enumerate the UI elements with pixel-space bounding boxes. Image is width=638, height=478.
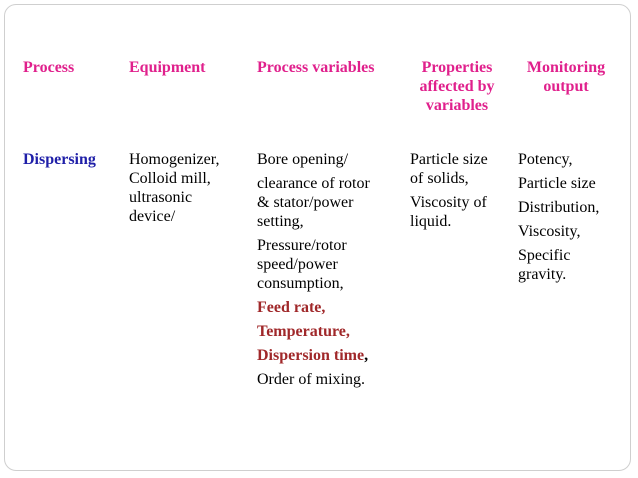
monitoring-viscosity: Viscosity, bbox=[518, 223, 581, 240]
header-properties-line: variables bbox=[425, 97, 489, 114]
header-process-text: Process bbox=[23, 59, 75, 76]
header-monitoring-line: output bbox=[543, 78, 589, 95]
variable-pressure: speed/power bbox=[257, 256, 338, 273]
monitoring-potency: Potency, bbox=[518, 151, 573, 168]
variables-cell bbox=[257, 150, 370, 389]
variable-dispersion-time bbox=[257, 346, 370, 365]
header-process bbox=[23, 58, 74, 77]
variable-pressure: Pressure/rotor bbox=[257, 237, 347, 254]
process-cell bbox=[23, 150, 96, 169]
header-properties-line: affected by bbox=[419, 78, 495, 95]
properties-cell bbox=[410, 150, 488, 231]
variable-bore-opening: Bore opening/ bbox=[257, 151, 349, 168]
header-properties bbox=[408, 58, 506, 115]
header-equipment-text: Equipment bbox=[129, 59, 206, 76]
header-equipment bbox=[129, 58, 205, 77]
property-viscosity: liquid. bbox=[410, 213, 452, 230]
monitoring-cell bbox=[518, 150, 599, 284]
equipment-line: ultrasonic bbox=[129, 189, 193, 206]
header-monitoring-output bbox=[518, 58, 614, 96]
monitoring-specific-gravity: gravity. bbox=[518, 266, 567, 283]
monitoring-specific-gravity: Specific bbox=[518, 247, 571, 264]
variable-order-of-mixing: Order of mixing. bbox=[257, 371, 365, 388]
property-viscosity: Viscosity of bbox=[410, 194, 487, 211]
equipment-line: Homogenizer, bbox=[129, 151, 220, 168]
variable-pressure: consumption, bbox=[257, 275, 344, 292]
equipment-cell bbox=[129, 150, 219, 226]
header-process-variables-text: Process variables bbox=[257, 59, 375, 76]
monitoring-distribution: Distribution, bbox=[518, 199, 600, 216]
variable-dispersion-comma: , bbox=[364, 347, 369, 364]
variable-feed-rate: Feed rate, bbox=[257, 299, 326, 316]
equipment-line: Colloid mill, bbox=[129, 170, 211, 187]
property-particle-size: of solids, bbox=[410, 170, 469, 187]
variable-clearance: setting, bbox=[257, 213, 304, 230]
property-particle-size: Particle size bbox=[410, 151, 488, 168]
variable-clearance: & stator/power bbox=[257, 194, 354, 211]
variable-temperature: Temperature, bbox=[257, 323, 350, 340]
process-value: Dispersing bbox=[23, 151, 96, 168]
monitoring-particle-size: Particle size bbox=[518, 175, 596, 192]
equipment-line: device/ bbox=[129, 208, 176, 225]
header-properties-line: Properties bbox=[421, 59, 493, 76]
variable-clearance: clearance of rotor bbox=[257, 175, 370, 192]
variable-dispersion-time-text: Dispersion time bbox=[257, 347, 365, 364]
header-process-variables bbox=[257, 58, 374, 77]
header-monitoring-line: Monitoring bbox=[526, 59, 606, 76]
